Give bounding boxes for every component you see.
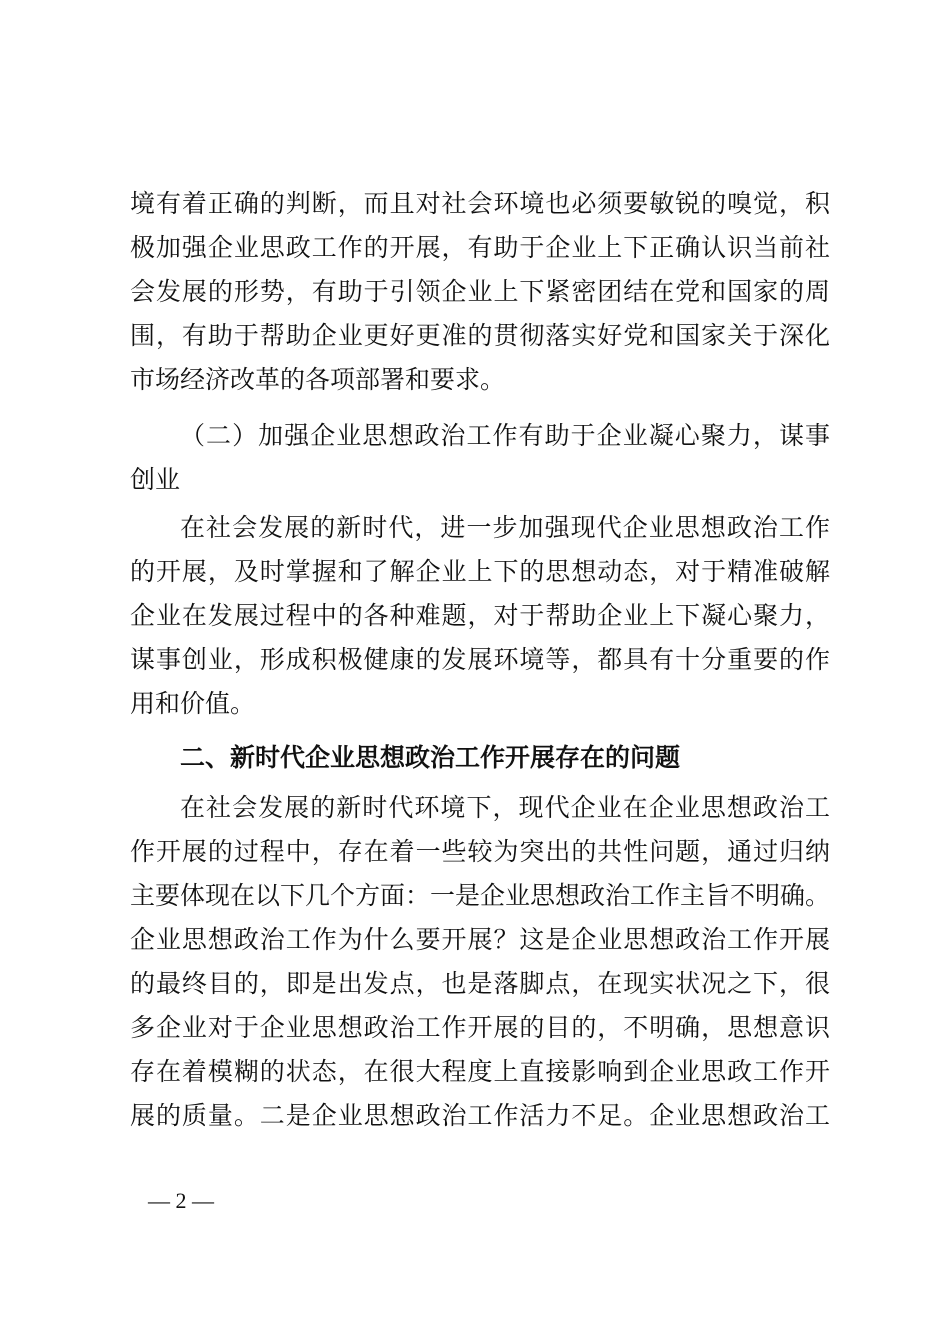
subheading-2-line-1: （二）加强企业思想政治工作有助于企业凝心聚力，谋事 (180, 421, 830, 450)
paragraph-3-line-1: 在社会发展的新时代环境下，现代企业在企业思想政治工 (180, 793, 830, 822)
paragraph-3-line-4: 企业思想政治工作为什么要开展？这是企业思想政治工作开展 (130, 925, 830, 954)
paragraph-3-line-5: 的最终目的，即是出发点，也是落脚点，在现实状况之下，很 (130, 969, 830, 998)
paragraph-2-line-2: 的开展，及时掌握和了解企业上下的思想动态，对于精准破解 (130, 557, 830, 586)
paragraph-2-line-4: 谋事创业，形成积极健康的发展环境等，都具有十分重要的作 (130, 645, 830, 674)
paragraph-2-line-1: 在社会发展的新时代，进一步加强现代企业思想政治工作 (180, 513, 830, 542)
section-heading: 二、新时代企业思想政治工作开展存在的问题 (180, 743, 681, 772)
paragraph-3-line-3: 主要体现在以下几个方面：一是企业思想政治工作主旨不明确。 (130, 881, 831, 910)
paragraph-3-line-6: 多企业对于企业思想政治工作开展的目的，不明确，思想意识 (130, 1013, 830, 1042)
paragraph-1-line-1: 境有着正确的判断，而且对社会环境也必须要敏锐的嗅觉，积 (130, 189, 830, 218)
paragraph-1-line-5: 市场经济改革的各项部署和要求。 (130, 365, 506, 394)
paragraph-1-line-4: 围，有助于帮助企业更好更准的贯彻落实好党和国家关于深化 (130, 321, 830, 350)
paragraph-3-line-8: 展的质量。二是企业思想政治工作活力不足。企业思想政治工 (130, 1101, 830, 1130)
paragraph-1-line-2: 极加强企业思政工作的开展，有助于企业上下正确认识当前社 (130, 233, 830, 262)
paragraph-1-line-3: 会发展的形势，有助于引领企业上下紧密团结在党和国家的周 (130, 277, 830, 306)
paragraph-3-line-2: 作开展的过程中，存在着一些较为突出的共性问题，通过归纳 (130, 837, 830, 866)
paragraph-2-line-3: 企业在发展过程中的各种难题，对于帮助企业上下凝心聚力， (130, 601, 830, 630)
page-number: — 2 — (148, 1188, 214, 1213)
paragraph-3-line-7: 存在着模糊的状态，在很大程度上直接影响到企业思政工作开 (130, 1057, 830, 1086)
paragraph-2-line-5: 用和价值。 (130, 689, 256, 718)
subheading-2-line-2: 创业 (130, 465, 181, 494)
